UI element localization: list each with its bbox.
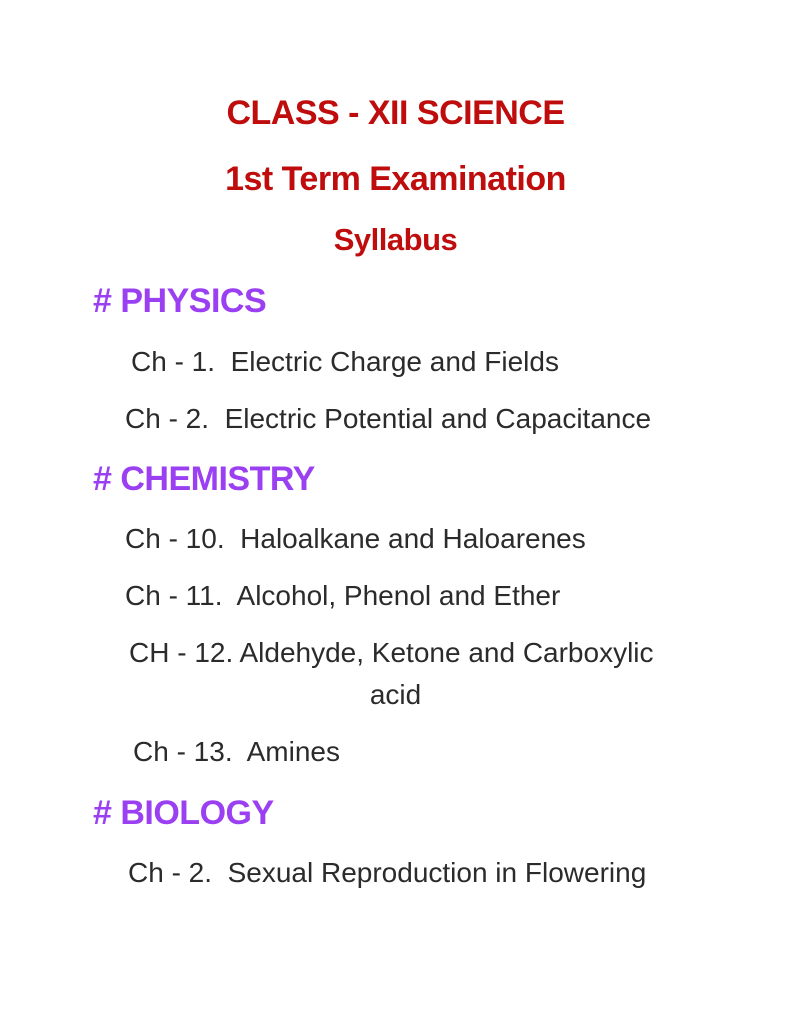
chemistry-chapter-11: Ch - 11. Alcohol, Phenol and Ether [125,580,561,611]
biology-chapter-2: Ch - 2. Sexual Reproduction in Flowering [128,857,647,888]
class-title: CLASS - XII SCIENCE [226,94,565,132]
biology-heading: # BIOLOGY [93,794,274,832]
chemistry-chapter-13: Ch - 13. Amines [133,736,340,767]
physics-chapter-2: Ch - 2. Electric Potential and Capacitance [125,403,652,434]
chemistry-chapter-12-continued: acid [369,679,422,710]
syllabus-title: Syllabus [333,222,458,257]
chemistry-chapter-10: Ch - 10. Haloalkane and Haloarenes [125,523,586,554]
physics-heading: # PHYSICS [93,282,267,320]
chemistry-heading: # CHEMISTRY [93,460,315,498]
chemistry-chapter-12: CH - 12. Aldehyde, Ketone and Carboxylic [129,637,654,668]
exam-title: 1st Term Examination [225,160,566,198]
physics-chapter-1: Ch - 1. Electric Charge and Fields [131,346,559,377]
